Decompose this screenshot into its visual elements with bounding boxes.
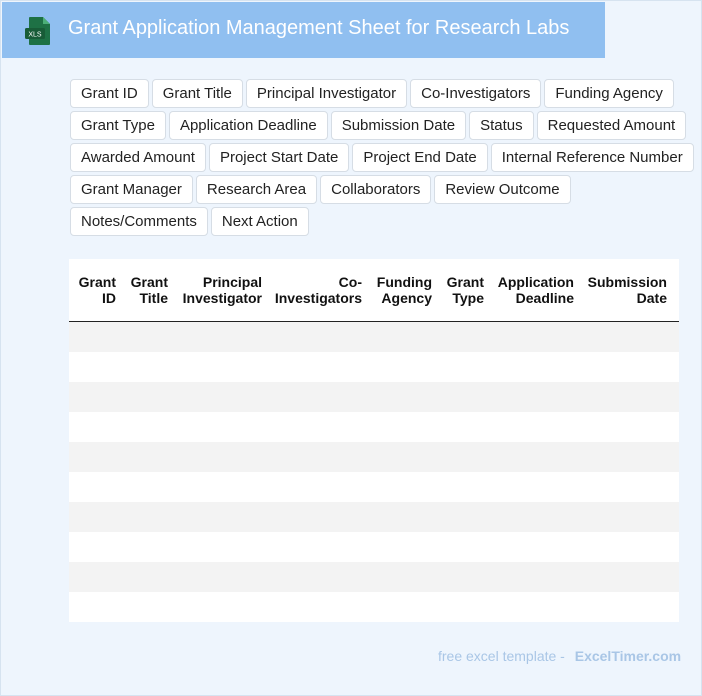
field-chip-co-investigators: Co-Investigators: [410, 79, 541, 108]
column-header-grant-title: Grant Title: [130, 274, 168, 306]
table-row[interactable]: [69, 532, 679, 562]
excel-file-icon: [24, 16, 52, 46]
field-row: [70, 175, 690, 204]
column-header-funding-agency: Funding Agency: [376, 274, 432, 306]
table-row[interactable]: [69, 382, 679, 412]
column-header-co-investigators: Co- Investigators: [274, 274, 362, 306]
field-chip-status: Status: [469, 111, 534, 140]
page-title: Grant Application Management Sheet for Research Labs: [68, 17, 570, 39]
field-row: [70, 111, 690, 140]
field-chip-grant-id: Grant ID: [70, 79, 149, 108]
field-chip-project-end-date: Project End Date: [352, 143, 487, 172]
field-chip-research-area: Research Area: [196, 175, 317, 204]
table-row[interactable]: [69, 412, 679, 442]
field-chip-submission-date: Submission Date: [331, 111, 466, 140]
column-header-grant-type: Grant Type: [446, 274, 484, 306]
xls-icon-label: XLS: [28, 31, 42, 39]
field-chip-principal-investigator: Principal Investigator: [246, 79, 407, 108]
field-chip-collaborators: Collaborators: [320, 175, 431, 204]
column-header-principal-investigator: Principal Investigator: [182, 274, 262, 306]
field-chip-awarded-amount: Awarded Amount: [70, 143, 206, 172]
field-chip-next-action: Next Action: [211, 207, 309, 236]
table-row[interactable]: [69, 562, 679, 592]
field-chip-notes-comments: Notes/Comments: [70, 207, 208, 236]
column-header-application-deadline: Application Deadline: [497, 274, 574, 306]
footer-brand-link[interactable]: ExcelTimer.com: [574, 648, 682, 664]
table-row[interactable]: [69, 502, 679, 532]
field-chip-grant-type: Grant Type: [70, 111, 166, 140]
field-row: [70, 143, 690, 172]
column-header-submission-date: Submission Date: [587, 274, 667, 306]
footer-credit: [438, 648, 681, 664]
table-row[interactable]: [69, 442, 679, 472]
field-row: [70, 207, 690, 236]
field-chip-review-outcome: Review Outcome: [434, 175, 570, 204]
table-row[interactable]: [69, 472, 679, 502]
grant-table: [69, 259, 679, 621]
field-list: [70, 79, 690, 239]
field-row: [70, 79, 690, 108]
field-chip-project-start-date: Project Start Date: [209, 143, 349, 172]
page-header: [2, 2, 605, 58]
column-header-grant-id: Grant ID: [78, 274, 116, 306]
table-header: [69, 259, 679, 322]
table-row[interactable]: [69, 322, 679, 352]
field-chip-grant-manager: Grant Manager: [70, 175, 193, 204]
table-row[interactable]: [69, 592, 679, 622]
field-chip-funding-agency: Funding Agency: [544, 79, 674, 108]
field-chip-application-deadline: Application Deadline: [169, 111, 328, 140]
table-row[interactable]: [69, 352, 679, 382]
field-chip-grant-title: Grant Title: [152, 79, 243, 108]
field-chip-internal-reference-number: Internal Reference Number: [491, 143, 694, 172]
footer-prefix: free excel template -: [438, 648, 565, 664]
field-chip-requested-amount: Requested Amount: [537, 111, 687, 140]
